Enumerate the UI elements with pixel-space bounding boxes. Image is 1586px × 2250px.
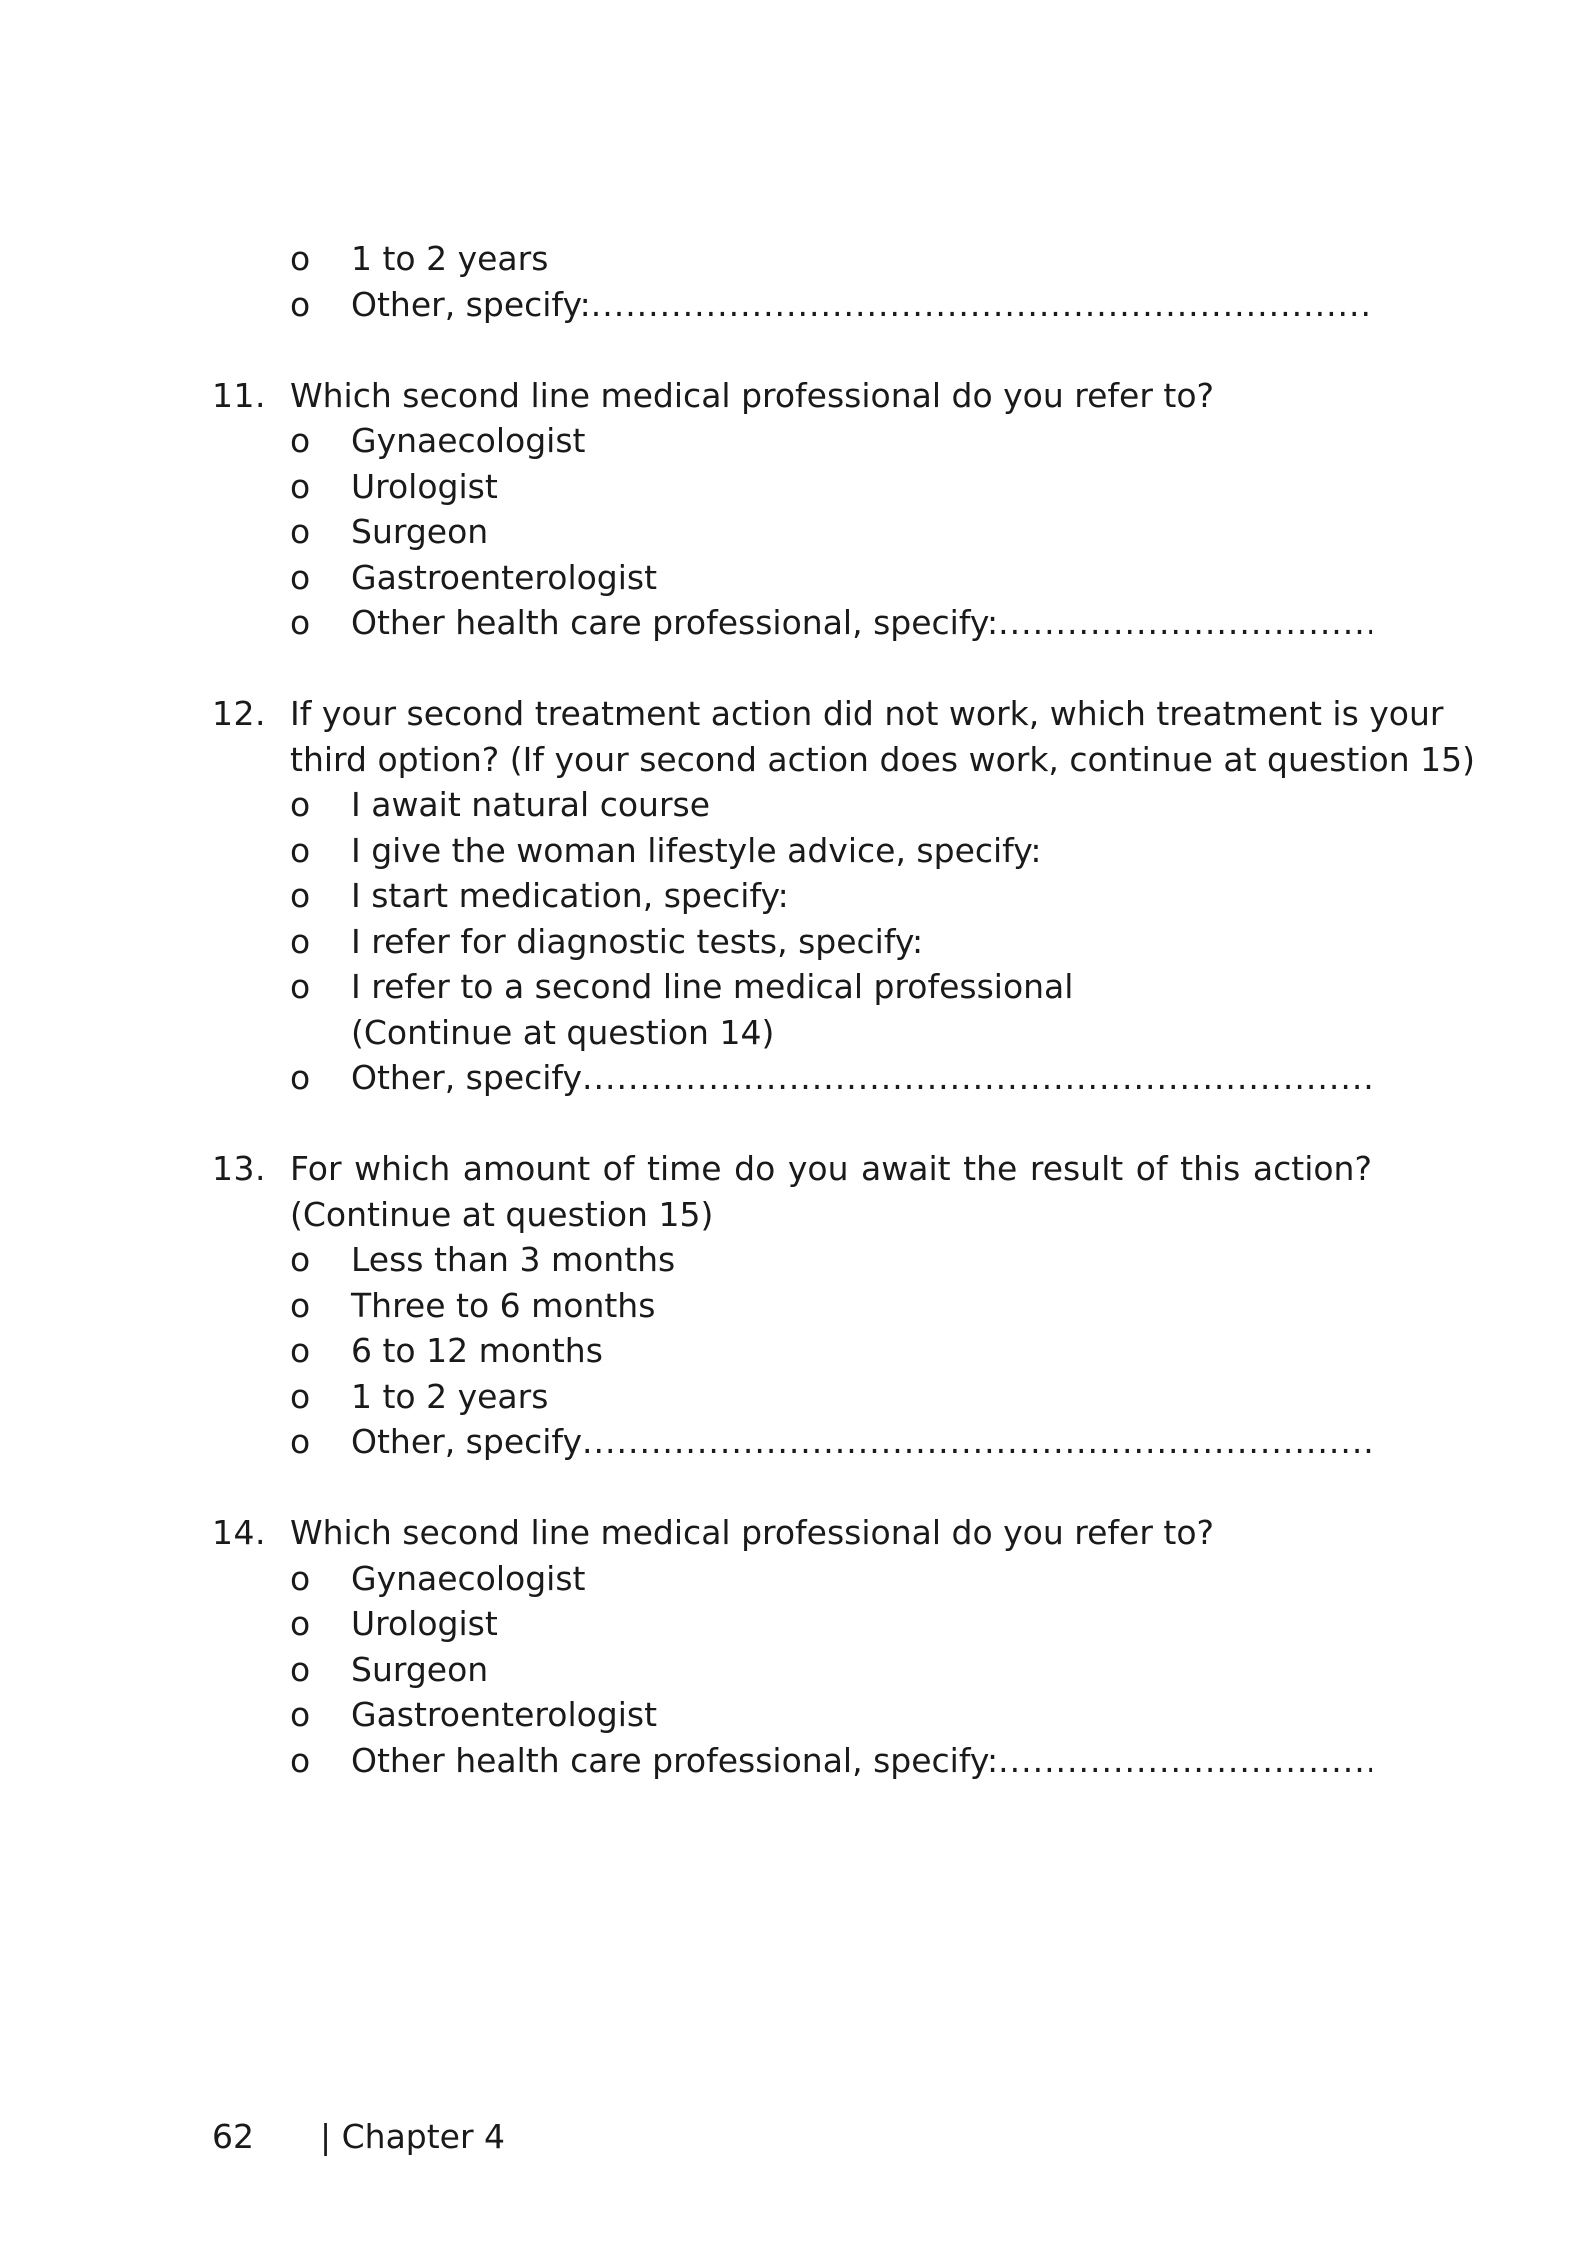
answer-option[interactable] xyxy=(212,782,1372,828)
option-label: Gynaecologist xyxy=(351,1558,586,1598)
fill-in-dotted-line[interactable] xyxy=(591,282,1372,328)
option-label: Other health care professional, specify: xyxy=(351,603,999,642)
option-bullet: o xyxy=(290,1240,311,1279)
questionnaire-body xyxy=(212,236,1475,1783)
question-text: (Continue at question 15) xyxy=(290,1194,714,1234)
answer-option[interactable] xyxy=(212,464,1372,510)
option-label: I start medication, specify: xyxy=(351,876,789,915)
question-line xyxy=(212,1192,1372,1238)
section-gap xyxy=(212,327,1372,373)
answer-option[interactable] xyxy=(212,1419,1372,1465)
page-footer xyxy=(212,2117,505,2156)
option-bullet: o xyxy=(290,1740,311,1780)
option-text-row xyxy=(351,964,1372,1010)
question-text: If your second treatment action did not work, which treatment is your xyxy=(290,694,1444,733)
option-label: Gastroenterologist xyxy=(351,557,658,597)
option-text-row xyxy=(351,1419,1372,1465)
option-label: Surgeon xyxy=(351,512,489,551)
option-bullet: o xyxy=(290,921,311,961)
option-text-row xyxy=(351,1738,1372,1784)
answer-option[interactable] xyxy=(212,1010,1372,1056)
option-bullet: o xyxy=(290,239,311,278)
fill-in-dotted-line[interactable] xyxy=(998,1738,1372,1784)
answer-option[interactable] xyxy=(212,964,1372,1010)
option-label: Three to 6 months xyxy=(351,1285,656,1325)
answer-option[interactable] xyxy=(212,1738,1372,1784)
option-bullet: o xyxy=(290,466,311,506)
question-11 xyxy=(212,373,1372,646)
option-text-row xyxy=(351,873,1372,919)
option-label: Urologist xyxy=(351,1604,498,1643)
question-number: 14. xyxy=(212,1513,266,1552)
option-label: 1 to 2 years xyxy=(351,1376,549,1416)
option-label: I refer for diagnostic tests, specify: xyxy=(351,921,924,961)
question-12 xyxy=(212,691,1475,1101)
option-text-row xyxy=(351,1374,1372,1420)
page-number: 62 xyxy=(212,2117,254,2156)
fill-in-dotted-line[interactable] xyxy=(998,600,1372,646)
section-gap xyxy=(212,1101,1372,1147)
option-text-row xyxy=(351,919,1372,965)
question-number: 11. xyxy=(212,375,266,415)
option-bullet: o xyxy=(290,512,311,551)
option-bullet: o xyxy=(290,1376,311,1416)
option-text-row xyxy=(351,1010,1372,1056)
option-bullet: o xyxy=(290,967,311,1006)
question-line xyxy=(212,691,1444,737)
option-text-row xyxy=(351,782,1372,828)
fill-in-dotted-line[interactable] xyxy=(582,1055,1372,1101)
option-bullet: o xyxy=(290,1649,311,1689)
option-text-row xyxy=(351,418,1372,464)
option-text-row xyxy=(351,236,1372,282)
answer-option[interactable] xyxy=(212,1692,1372,1738)
option-text-row xyxy=(351,282,1372,328)
option-bullet: o xyxy=(290,421,311,460)
option-label: Urologist xyxy=(351,466,498,506)
option-text-row xyxy=(351,509,1372,555)
question-line xyxy=(212,373,1372,419)
section-gap xyxy=(212,1465,1372,1511)
answer-option[interactable] xyxy=(212,418,1372,464)
option-label: 6 to 12 months xyxy=(351,1331,603,1370)
answer-option[interactable] xyxy=(212,828,1372,874)
option-label: I give the woman lifestyle advice, specify: xyxy=(351,830,1042,870)
option-text-row xyxy=(351,600,1372,646)
answer-option[interactable] xyxy=(212,1556,1372,1602)
answer-option[interactable] xyxy=(212,1328,1372,1374)
answer-option[interactable] xyxy=(212,873,1372,919)
question-line xyxy=(212,1146,1372,1192)
option-bullet: o xyxy=(290,830,311,870)
option-label: Gynaecologist xyxy=(351,421,586,460)
option-label: I await natural course xyxy=(351,785,711,824)
option-text-row xyxy=(351,1328,1372,1374)
answer-option[interactable] xyxy=(212,919,1372,965)
question-text: third option? (If your second action does work, continue at question 15) xyxy=(290,739,1475,779)
option-label: Less than 3 months xyxy=(351,1240,676,1279)
option-text-row xyxy=(351,1601,1372,1647)
question-number: 12. xyxy=(212,694,266,733)
option-label: Surgeon xyxy=(351,1649,489,1689)
answer-option[interactable] xyxy=(212,1055,1372,1101)
answer-option[interactable] xyxy=(212,1601,1372,1647)
option-text-row xyxy=(351,1283,1372,1329)
answer-option[interactable] xyxy=(212,1283,1372,1329)
option-label: Gastroenterologist xyxy=(351,1695,658,1734)
option-label: I refer to a second line medical professional xyxy=(351,967,1074,1006)
question-text: Which second line medical professional do you refer to? xyxy=(290,375,1215,415)
option-bullet: o xyxy=(290,557,311,597)
option-bullet: o xyxy=(290,876,311,915)
option-label: (Continue at question 14) xyxy=(351,1012,775,1052)
option-bullet: o xyxy=(290,1422,311,1461)
question-text: For which amount of time do you await the result of this action? xyxy=(290,1149,1372,1188)
option-bullet: o xyxy=(290,1695,311,1734)
question-line xyxy=(212,1510,1372,1556)
fill-in-dotted-line[interactable] xyxy=(582,1419,1372,1465)
option-text-row xyxy=(351,464,1372,510)
option-text-row xyxy=(351,828,1372,874)
chapter-label: | Chapter 4 xyxy=(320,2117,506,2156)
option-bullet: o xyxy=(290,1558,311,1598)
option-bullet: o xyxy=(290,603,311,642)
answer-option[interactable] xyxy=(212,282,1372,328)
question-13 xyxy=(212,1146,1372,1465)
answer-option[interactable] xyxy=(212,600,1372,646)
option-bullet: o xyxy=(290,1058,311,1097)
answer-option[interactable] xyxy=(212,1647,1372,1693)
option-bullet: o xyxy=(290,1604,311,1643)
answer-option[interactable] xyxy=(212,236,1372,282)
option-label: Other health care professional, specify: xyxy=(351,1740,999,1780)
option-label: Other, specify: xyxy=(351,284,591,324)
option-bullet: o xyxy=(290,1285,311,1325)
question-14 xyxy=(212,1510,1372,1783)
question-number: 13. xyxy=(212,1149,266,1188)
option-text-row xyxy=(351,1647,1372,1693)
option-text-row xyxy=(351,1692,1372,1738)
answer-option[interactable] xyxy=(212,509,1372,555)
option-text-row xyxy=(351,1556,1372,1602)
option-bullet: o xyxy=(290,284,311,324)
option-text-row xyxy=(351,1055,1372,1101)
option-label: 1 to 2 years xyxy=(351,239,549,278)
option-text-row xyxy=(351,1237,1372,1283)
option-bullet: o xyxy=(290,1331,311,1370)
question-text: Which second line medical professional do you refer to? xyxy=(290,1513,1215,1552)
option-text-row xyxy=(351,555,1372,601)
answer-option[interactable] xyxy=(212,1374,1372,1420)
question-line xyxy=(212,737,1475,783)
answer-option[interactable] xyxy=(212,555,1372,601)
option-label: Other, specify xyxy=(351,1422,582,1461)
option-label: Other, specify xyxy=(351,1058,582,1097)
answer-option[interactable] xyxy=(212,1237,1372,1283)
section-gap xyxy=(212,646,1372,692)
option-bullet: o xyxy=(290,785,311,824)
